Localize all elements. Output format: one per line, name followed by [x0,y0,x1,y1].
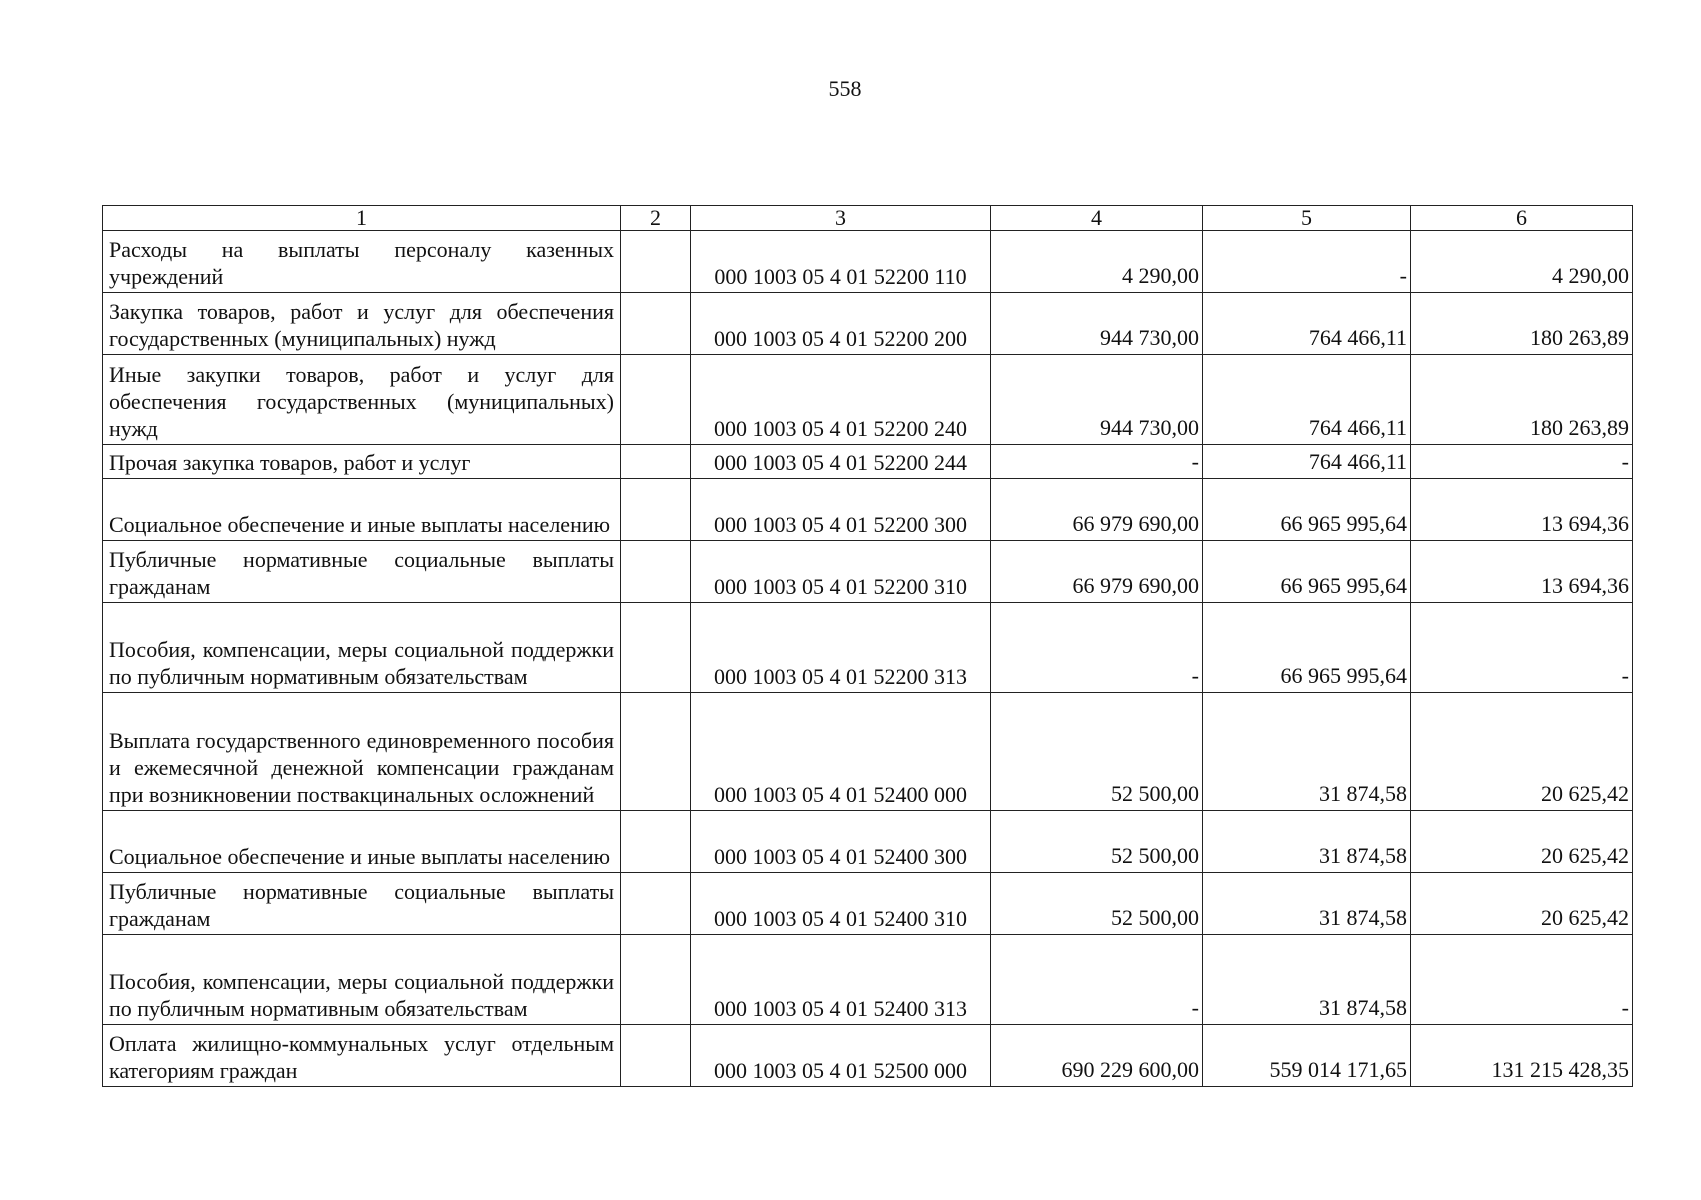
row-value-4: 66 979 690,00 [991,541,1203,603]
row-col2 [621,293,691,355]
row-value-6: 131 215 428,35 [1411,1025,1633,1087]
row-code: 000 1003 05 4 01 52200 300 [691,479,991,541]
row-value-4: 690 229 600,00 [991,1025,1203,1087]
row-name: Прочая закупка товаров, работ и услуг [103,445,621,479]
table-header [103,206,1633,231]
column-header-3: 3 [691,206,991,231]
row-value-6: 180 263,89 [1411,355,1633,445]
column-header-1: 1 [103,206,621,231]
row-value-5: 31 874,58 [1203,811,1411,873]
row-name: Пособия, компенсации, меры социальной поддержки по публичным нормативным обязательствам [103,935,621,1025]
row-value-4: 944 730,00 [991,355,1203,445]
table-row [103,603,1633,693]
row-value-4: 66 979 690,00 [991,479,1203,541]
row-value-4: 52 500,00 [991,873,1203,935]
table-row [103,479,1633,541]
row-value-4: - [991,603,1203,693]
row-value-5: 764 466,11 [1203,293,1411,355]
row-col2 [621,445,691,479]
row-name: Выплата государственного единовременного пособия и ежемесячной денежной компенсации гражданам при возникновении поствакцинальных осложнений [103,693,621,811]
table-row [103,1025,1633,1087]
row-value-6: - [1411,445,1633,479]
row-col2 [621,811,691,873]
row-name: Пособия, компенсации, меры социальной поддержки по публичным нормативным обязательствам [103,603,621,693]
row-code: 000 1003 05 4 01 52200 240 [691,355,991,445]
row-value-4: - [991,445,1203,479]
header-row [103,206,1633,231]
row-col2 [621,693,691,811]
table-row [103,231,1633,293]
table-row [103,935,1633,1025]
row-col2 [621,873,691,935]
report-table [102,205,1633,1087]
row-value-6: - [1411,935,1633,1025]
row-code: 000 1003 05 4 01 52200 200 [691,293,991,355]
row-code: 000 1003 05 4 01 52200 313 [691,603,991,693]
row-value-4: 944 730,00 [991,293,1203,355]
row-value-4: 52 500,00 [991,811,1203,873]
row-code: 000 1003 05 4 01 52200 244 [691,445,991,479]
page-number: 558 [828,76,862,101]
row-value-6: 20 625,42 [1411,693,1633,811]
row-code: 000 1003 05 4 01 52400 000 [691,693,991,811]
row-value-5: 31 874,58 [1203,693,1411,811]
row-value-6: 20 625,42 [1411,873,1633,935]
row-value-5: 66 965 995,64 [1203,479,1411,541]
row-col2 [621,231,691,293]
row-value-6: 13 694,36 [1411,541,1633,603]
row-col2 [621,1025,691,1087]
row-value-5: 559 014 171,65 [1203,1025,1411,1087]
row-value-4: 52 500,00 [991,693,1203,811]
row-name: Расходы на выплаты персоналу казенных учреждений [103,231,621,293]
row-col2 [621,355,691,445]
row-value-6: 13 694,36 [1411,479,1633,541]
row-name: Социальное обеспечение и иные выплаты населению [103,479,621,541]
row-value-5: 66 965 995,64 [1203,603,1411,693]
row-code: 000 1003 05 4 01 52200 310 [691,541,991,603]
row-value-5: - [1203,231,1411,293]
table-body [103,231,1633,1087]
table-row [103,811,1633,873]
row-name: Закупка товаров, работ и услуг для обеспечения государственных (муниципальных) нужд [103,293,621,355]
row-value-5: 31 874,58 [1203,935,1411,1025]
table-row [103,445,1633,479]
table-row [103,873,1633,935]
table-row [103,293,1633,355]
row-name: Публичные нормативные социальные выплаты гражданам [103,873,621,935]
table-row [103,355,1633,445]
column-header-4: 4 [991,206,1203,231]
row-code: 000 1003 05 4 01 52400 310 [691,873,991,935]
row-name: Иные закупки товаров, работ и услуг для обеспечения государственных (муниципальных) нужд [103,355,621,445]
row-value-5: 764 466,11 [1203,355,1411,445]
row-col2 [621,935,691,1025]
row-name: Публичные нормативные социальные выплаты гражданам [103,541,621,603]
table-row [103,541,1633,603]
row-code: 000 1003 05 4 01 52400 300 [691,811,991,873]
row-code: 000 1003 05 4 01 52500 000 [691,1025,991,1087]
row-value-5: 764 466,11 [1203,445,1411,479]
row-name: Социальное обеспечение и иные выплаты населению [103,811,621,873]
row-value-6: 4 290,00 [1411,231,1633,293]
row-value-5: 66 965 995,64 [1203,541,1411,603]
row-value-6: - [1411,603,1633,693]
column-header-2: 2 [621,206,691,231]
column-header-5: 5 [1203,206,1411,231]
row-col2 [621,479,691,541]
row-value-5: 31 874,58 [1203,873,1411,935]
row-code: 000 1003 05 4 01 52200 110 [691,231,991,293]
row-col2 [621,603,691,693]
table-row [103,693,1633,811]
row-name: Оплата жилищно-коммунальных услуг отдельным категориям граждан [103,1025,621,1087]
row-value-4: - [991,935,1203,1025]
row-col2 [621,541,691,603]
row-value-4: 4 290,00 [991,231,1203,293]
row-value-6: 20 625,42 [1411,811,1633,873]
row-value-6: 180 263,89 [1411,293,1633,355]
column-header-6: 6 [1411,206,1633,231]
row-code: 000 1003 05 4 01 52400 313 [691,935,991,1025]
